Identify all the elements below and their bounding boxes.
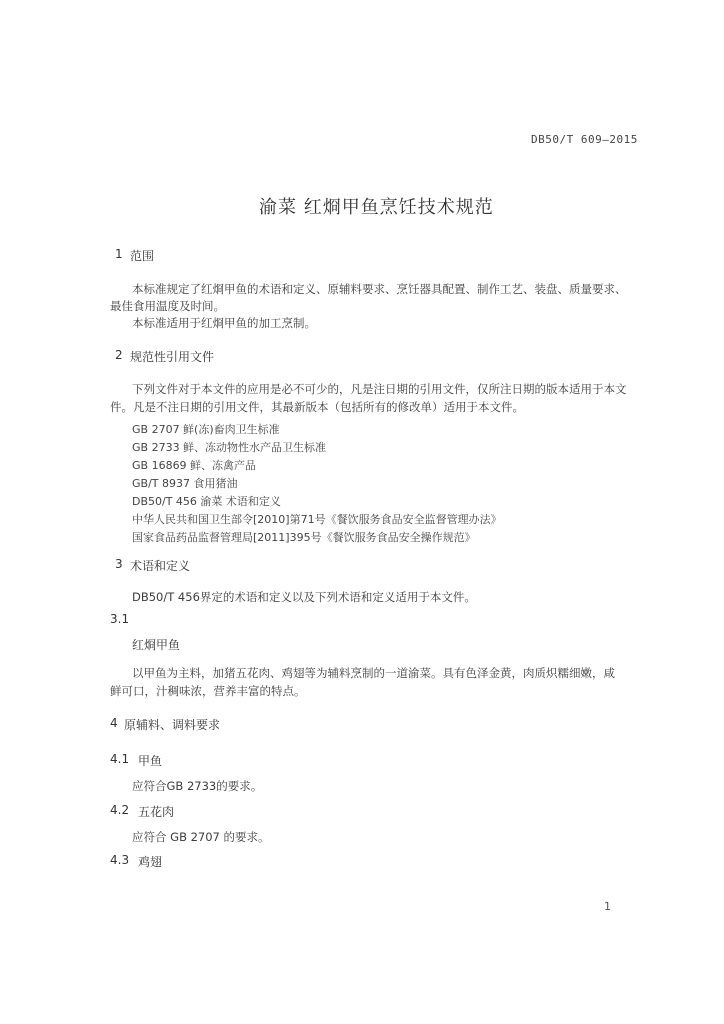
section-3-intro: DB50/T 456界定的术语和定义以及下列术语和定义适用于本文件。 bbox=[132, 590, 476, 604]
section-2-intro-line: 下列文件对于本文件的应用是必不可少的，凡是注日期的引用文件，仅所注日期的版本适用于本文 bbox=[132, 382, 627, 396]
subsection-title: 五花肉 bbox=[138, 805, 175, 819]
reference-item: GB/T 8937 食用猪油 bbox=[132, 477, 238, 490]
document-code: DB50/T 609—2015 bbox=[531, 133, 638, 146]
term-definition-line: 以甲鱼为主料，加猪五花肉、鸡翅等为辅料烹制的一道渝菜。具有色泽金黄，肉质炽糯细嫩，咸 bbox=[132, 666, 615, 680]
subsection-number: 4.1 bbox=[110, 752, 130, 766]
section-1-heading: 范围 bbox=[130, 249, 155, 263]
section-2-intro-line: 件。凡是不注日期的引用文件，其最新版本（包括所有的修改单）适用于本文件。 bbox=[110, 400, 524, 414]
subsection-number: 3.1 bbox=[110, 612, 130, 626]
section-2-heading: 规范性引用文件 bbox=[130, 350, 215, 364]
reference-item: GB 16869 鲜、冻禽产品 bbox=[132, 459, 257, 472]
subsection-number: 4.3 bbox=[110, 853, 130, 867]
subsection-number: 4.2 bbox=[110, 803, 130, 817]
reference-item: 中华人民共和国卫生部令[2010]第71号《餐饮服务食品安全监督管理办法》 bbox=[132, 513, 502, 526]
requirement-text: 应符合GB 2733的要求。 bbox=[132, 779, 263, 793]
term-definition-line: 鲜可口，汁稠味浓，营养丰富的特点。 bbox=[110, 684, 306, 698]
section-4-heading: 原辅料、调料要求 bbox=[124, 718, 221, 732]
reference-item: DB50/T 456 渝菜 术语和定义 bbox=[132, 495, 281, 508]
section-1-paragraph-line: 本标准规定了红烱甲鱼的术语和定义、原辅料要求、烹饪器具配置、制作工艺、装盘、质量要求、 bbox=[132, 282, 627, 296]
section-3-number: 3 bbox=[115, 557, 123, 571]
term-name: 红烱甲鱼 bbox=[132, 638, 181, 652]
section-1-paragraph-line: 最佳食用温度及时间。 bbox=[110, 299, 225, 313]
section-2-number: 2 bbox=[115, 348, 123, 362]
reference-item: 国家食品药品监督管理局[2011]395号《餐饮服务食品安全操作规范》 bbox=[132, 531, 476, 544]
subsection-title: 甲鱼 bbox=[138, 754, 163, 768]
reference-item: GB 2733 鲜、冻动物性水产品卫生标准 bbox=[132, 441, 327, 454]
page-number: 1 bbox=[604, 900, 611, 913]
section-1-paragraph-line: 本标准适用于红烱甲鱼的加工烹制。 bbox=[132, 316, 316, 330]
section-3-heading: 术语和定义 bbox=[130, 559, 191, 573]
section-4-number: 4 bbox=[110, 716, 118, 730]
subsection-title: 鸡翅 bbox=[138, 855, 163, 869]
document-title: 渝菜 红烱甲鱼烹饪技术规范 bbox=[259, 197, 494, 218]
section-1-number: 1 bbox=[115, 247, 123, 261]
reference-item: GB 2707 鲜(冻)畜肉卫生标准 bbox=[132, 423, 280, 436]
requirement-text: 应符合 GB 2707 的要求。 bbox=[132, 830, 270, 844]
